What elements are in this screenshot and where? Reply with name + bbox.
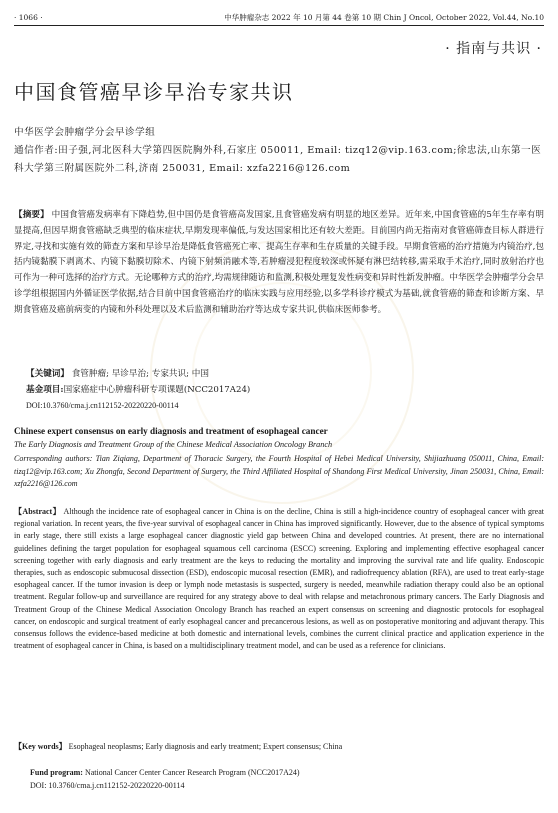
abstract-cn-text: 中国食管癌发病率有下降趋势,但中国仍是食管癌高发国家,且食管癌发病有明显的地区差异。近年来,中国食管癌的5年生存率有明显提高,但因早期食管癌缺乏典型的临床症状,早期发现率偏低,与发达国家相比还有较大差距。目前国内尚无指南对食管癌筛查目标人群进行界定,寻找和实施有效的筛查方案和早诊早治是降低食管癌死亡率、提高生存率和生存质量的关键手段。早期食管癌的治疗措施为内镜治疗,包括内镜黏膜下剥离术、内镜下黏膜切除术、内镜下射频消融术等,若肿瘤浸犯程度较深或怀疑有淋巴结转移,需采取手术治疗,同时放射治疗也可作为一种可选择的治疗方式。无论哪种方式的治疗,均需规律随访和监测,积极处理复发性病变和异时性新发肿瘤。中华医学会肿瘤学分会早诊学组根据国内外循证医学依据,结合目前中国食管癌治疗的临床实践与应用经验,以多学科诊疗模式为基础,就食管癌的筛查和诊断方案、早期食管癌及癌前病变的内镜和外科处理以及术后监测和辅助治疗等达成专家共识,供临床医师参考。 <box>14 210 544 315</box>
doi-cn: DOI:10.3760/cma.j.cn112152-20220220-00114 <box>26 401 179 410</box>
funding-cn-label: 基金项目: <box>26 385 64 395</box>
author-group: 中华医学会肿瘤学分会早诊学组 <box>14 127 156 138</box>
running-header <box>14 10 544 24</box>
abstract-cn-label: 【摘要】 <box>14 210 49 220</box>
english-keywords-text: Esophageal neoplasms; Early diagnosis and early treatment; Expert consensus; China <box>66 742 343 751</box>
english-funding <box>30 768 544 777</box>
english-funding-label: Fund program: <box>30 768 83 777</box>
english-author-group: The Early Diagnosis and Treatment Group of the Chinese Medical Association Oncology Branch <box>14 440 333 449</box>
keywords-cn-label: 【关键词】 <box>26 369 69 379</box>
funding-cn-text: 国家癌症中心肿瘤科研专项课题(NCC2017A24) <box>63 385 251 395</box>
english-keywords <box>14 741 544 753</box>
correspondence-cn: 通信作者:田子强,河北医科大学第四医院胸外科,石家庄 050011, Email: tizq12@vip.163.com;徐忠法,山东第一医科大学第三附属医院外二科,济南 250031, Email: xzfa2216@126.com <box>14 145 542 174</box>
english-doi: DOI: 10.3760/cma.j.cn112152-20220220-00114 <box>30 781 185 790</box>
english-abstract-text: Although the incidence rate of esophageal cancer in China is on the decline, China is still a high-incidence country of esophageal cancer with great regional variation. In recent years, the five-year survival of esophageal cancer in China has improved significantly. However, due to the absence of typical symptoms in early stage, there still exists a large esophageal cancer diagnostic yield gap between China and developed countries. At present, there are no international guidelines defining the target population for esophageal squamous cell carcinoma (ESCC) screening. Exploring and implementing effective esophageal cancer screening together with early diagnosis and early treatment are the keys to reducing the mortality and improving the survival rate and life quality. Endoscopic therapies, such as endoscopic submucosal dissection (ESD), endoscopic mucosal resection (EMR), and radiofrequency ablation (RFA), are used to treat early-stage esophageal cancer. If the tumor invasion is deep or lymph node metastasis is suspected, surgery is needed, meanwhile radiation therapy could also be an optional treatment. Regular follow-up and surveillance are required for any strategy above to deal with relapse and metachronous primary cancers. The Early Diagnosis and Treatment Group of the Chinese Medical Association Oncology Branch has reached an expert consensus on screening and diagnostic protocols for esophageal cancer, on endoscopic and surgical treatment of early esophageal cancer and precancerous lesions, as well as on postoperative monitoring and adjuvant therapy. This consensus follows the evidence-based medicine at both domestic and international levels, combines the current clinical practice and application experience in the treatment of esophageal cancer in China, is based on a multidisciplinary treatment model, and can be used as a reference for clinicians. <box>14 507 544 651</box>
english-abstract <box>14 506 544 652</box>
header-rule <box>14 25 544 26</box>
english-correspondence: Corresponding authors: Tian Ziqiang, Department of Thoracic Surgery, the Fourth Hospital of Hebei Medical University, Shijiazhuang 050011, China, Email: tizq12@vip.163.com; Xu Zhongfa, Second Department of Surgery, the Third Affiliated Hospital of Shandong First Medical University, Jinan 250031, China, Email: xzfa2216@126.com <box>14 454 544 488</box>
funding-cn <box>26 383 544 397</box>
article-title: 中国食管癌早诊早治专家共识 <box>14 80 294 104</box>
keywords-cn <box>26 367 544 381</box>
abstract-cn <box>14 208 544 319</box>
english-title: Chinese expert consensus on early diagnosis and treatment of esophageal cancer <box>14 426 328 436</box>
column-tag: · 指南与共识 · <box>445 41 542 57</box>
page-number: · 1066 · <box>14 12 43 22</box>
keywords-cn-text: 食管肿瘤; 早诊早治; 专家共识; 中国 <box>68 369 209 379</box>
journal-citation: 中华肿瘤杂志 2022 年 10 月第 44 卷第 10 期 Chin J Oncol, October 2022, Vol.44, No.10 <box>224 12 544 22</box>
english-funding-text: National Cancer Center Cancer Research Program (NCC2017A24) <box>82 768 300 777</box>
english-keywords-label: 【Key words】 <box>14 742 67 751</box>
english-abstract-label: 【Abstract】 <box>14 507 62 516</box>
authors-cn <box>14 124 544 178</box>
